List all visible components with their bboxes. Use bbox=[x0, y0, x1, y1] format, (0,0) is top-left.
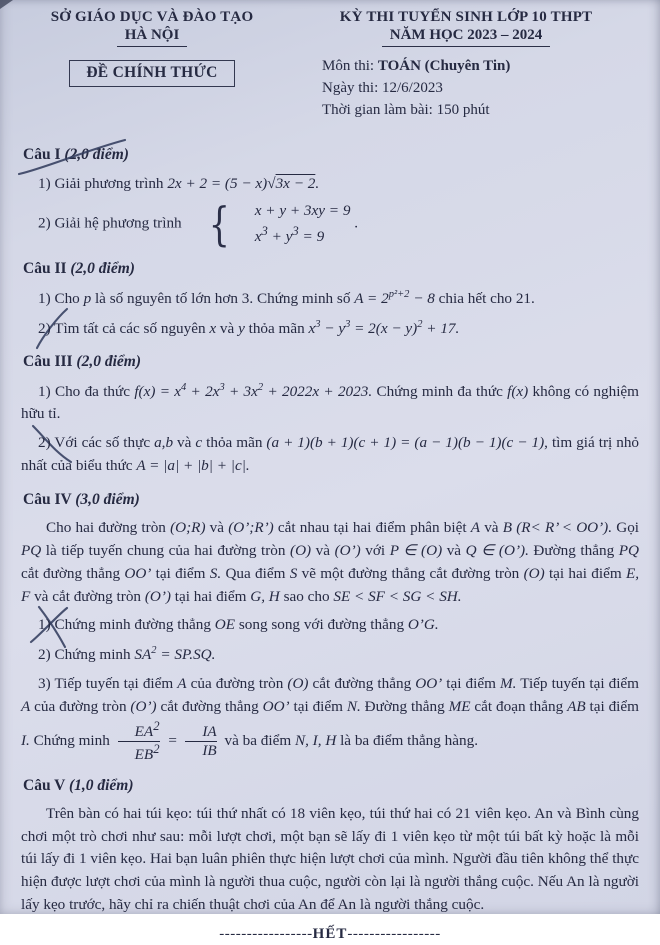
problem-3-2-wrap bbox=[21, 432, 639, 478]
section-points: (2,0 điểm) bbox=[64, 146, 129, 164]
end-label: HẾT bbox=[312, 925, 348, 942]
problem-4-3: 3) Tiếp tuyến tại điểm A của đường tròn (O) cắt đường thẳng OO’ tại điểm M. Tiếp tuyến tại điểm A của đường tròn (O’) cắt đường thẳng OO’ tại điểm N. Đường thẳng ME cắt đoạn thẳng AB tại điểm I. Chứng minh $\frac{EA^2}{EB^2}$ = $\frac{IA}{IB}$ và ba điểm N, I, H là ba điểm thẳng hàng. bbox=[21, 674, 639, 763]
section-3-heading bbox=[23, 350, 639, 373]
section-title: Câu IV bbox=[23, 490, 72, 508]
end-marker bbox=[21, 923, 639, 945]
section-points: (2,0 điểm) bbox=[76, 353, 141, 371]
subject-line bbox=[322, 56, 644, 78]
exam-year: NĂM HỌC 2023 – 2024 bbox=[382, 26, 551, 47]
section-points: (1,0 điểm) bbox=[68, 776, 134, 794]
official-exam-box: ĐỀ CHÍNH THỨC bbox=[69, 60, 234, 87]
section-title: Câu I bbox=[23, 146, 61, 164]
section-points: (3,0 điểm) bbox=[75, 490, 140, 508]
section-points: (2,0 điểm) bbox=[70, 260, 135, 278]
problem-4-2: 2) Chứng minh $SA^2 = SP.SQ$. bbox=[38, 645, 216, 664]
section-5-heading bbox=[23, 774, 639, 797]
section-title: Câu V bbox=[23, 776, 66, 794]
section-title: Câu III bbox=[23, 353, 73, 371]
issuer-name: SỞ GIÁO DỤC VÀ ĐÀO TẠO bbox=[50, 9, 254, 25]
subject-label: Môn thi: bbox=[322, 58, 378, 74]
issuer-city: HÀ NỘI bbox=[117, 26, 188, 47]
duration-line: Thời gian làm bài: 150 phút bbox=[322, 101, 490, 118]
end-dashes-right: ----------------- bbox=[347, 925, 441, 942]
problem-2-2-wrap bbox=[21, 317, 639, 341]
problem-1-1: 1) Giải phương trình 2x + 2 = (5 − x)√3x − 2. bbox=[38, 174, 320, 192]
section-1-heading bbox=[23, 143, 639, 166]
problem-3-2: 2) Với các số thực a,b và c thỏa mãn (a + 1)(b + 1)(c + 1) = (a − 1)(b − 1)(c − 1), tìm giá trị nhỏ nhất của biểu thức A = |a| + |b| + |c|. bbox=[21, 434, 640, 475]
problem-2-1: 1) Cho p là số nguyên tố lớn hơn 3. Chứng minh số $A = 2^{p^2+2} - 8$ chia hết cho 21. bbox=[38, 288, 535, 307]
problem-3-1: 1) Cho đa thức $f(x) = x^4 + 2x^3 + 3x^2 + 2022x + 2023$. Chứng minh đa thức f(x) không có nghiệm hữu tỉ. bbox=[21, 381, 639, 423]
scan-corner-artifact bbox=[0, 0, 13, 9]
exam-info-block bbox=[288, 9, 644, 121]
section-title: Câu II bbox=[23, 260, 67, 278]
end-dashes-left: ----------------- bbox=[219, 925, 313, 942]
issuer-block bbox=[16, 9, 288, 121]
problem-1-2: 2) Giải hệ phương trình { x + y + 3xy = 9 $x^3 + y^3 = 9$ . bbox=[38, 196, 359, 251]
date-line: Ngày thi: 12/6/2023 bbox=[322, 79, 443, 96]
section-2-heading bbox=[23, 257, 639, 280]
problem-4-1-wrap bbox=[21, 614, 639, 637]
exam-meta bbox=[322, 56, 644, 121]
problem-4-intro: Cho hai đường tròn (O;R) và (O’;R’) cắt nhau tại hai điểm phân biệt A và B (R< R’ < OO’). Gọi PQ là tiếp tuyến chung của hai đường tròn (O) và (O’) với P ∈ (O) và Q ∈ (O’). Đường thẳng PQ cắt đường thẳng OO’ tại điểm S. Qua điểm S vẽ một đường thẳng cắt đường tròn (O) tại hai điểm E, F và cắt đường tròn (O’) tại hai điểm G, H sao cho SE < SF < SG < SH. bbox=[21, 519, 640, 605]
exam-body bbox=[0, 121, 660, 945]
subject-value: TOÁN (Chuyên Tin) bbox=[377, 58, 511, 74]
problem-2-2: 2) Tìm tất cả các số nguyên x và y thỏa mãn $x^3 - y^3 = 2(x - y)^2 + 17$. bbox=[38, 318, 460, 337]
exam-title: KỲ THI TUYỂN SINH LỚP 10 THPT bbox=[339, 9, 593, 25]
section-4-heading bbox=[23, 488, 639, 511]
problem-4-1: 1) Chứng minh đường thẳng OE song song với đường thẳng O’G. bbox=[38, 616, 439, 634]
problem-5-text: Trên bàn có hai túi kẹo: túi thứ nhất có 18 viên kẹo, túi thứ hai có 21 viên kẹo. An và Bình cùng chơi một trò chơi như sau: mỗi lượt chơi, một bạn sẽ lấy đi 1 viên kẹo từ một túi bất kỳ hoặc là mỗi túi lấy đi 1 viên kẹo. Hai bạn luân phiên thực hiện lượt chơi của mình. Người đầu tiên không thể thực hiện được lượt chơi của mình là người thua cuộc, người còn lại là người thắng cuộc. Nếu An là người lấy kẹo trước, hãy chỉ ra chiến thuật chơi của An để An là người thắng cuộc. bbox=[21, 804, 639, 913]
header bbox=[0, 0, 660, 121]
